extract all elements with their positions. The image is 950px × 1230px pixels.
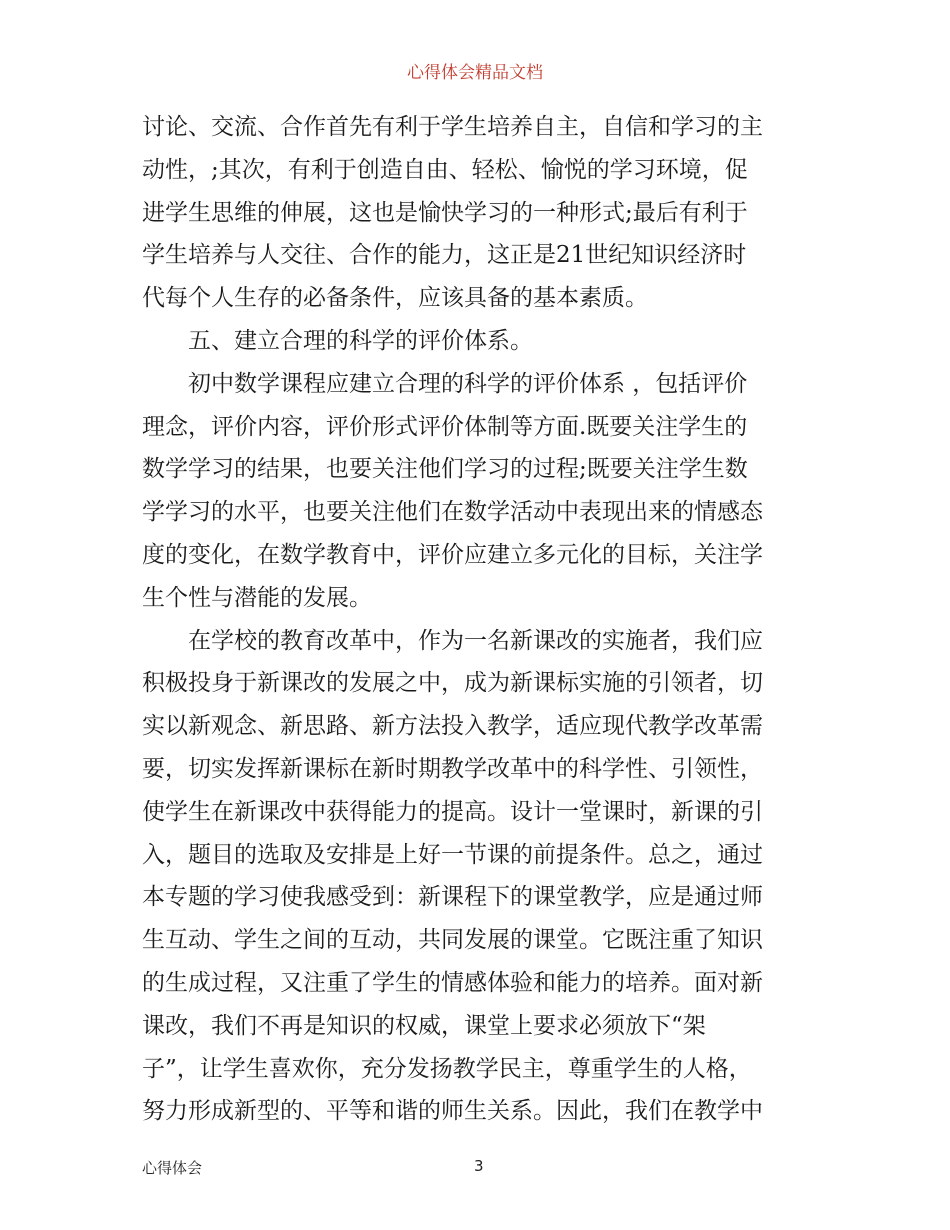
- text-line: 入，题目的选取及安排是上好一节课的前提条件。总之，通过: [142, 841, 763, 868]
- text-line: 实以新观念、新思路、新方法投入教学，适应现代教学改革需: [142, 713, 763, 740]
- text-line: 生个性与潜能的发展。: [142, 584, 372, 611]
- text-line: 生互动、学生之间的互动，共同发展的课堂。它既注重了知识: [142, 927, 763, 954]
- text-line: 学学习的水平，也要关注他们在数学活动中表现出来的情感态: [142, 499, 763, 526]
- page-number: 3: [474, 1157, 484, 1175]
- text-line: 的生成过程，又注重了学生的情感体验和能力的培养。面对新: [142, 969, 763, 996]
- text-line: 在学校的教育改革中，作为一名新课改的实施者，我们应: [188, 627, 763, 654]
- footer-label: 心得体会: [142, 1159, 203, 1177]
- text-line: 进学生思维的伸展，这也是愉快学习的一种形式;最后有利于: [142, 199, 748, 226]
- text-line: 学生培养与人交往、合作的能力，这正是21世纪知识经济时: [142, 242, 747, 269]
- text-line: 积极投身于新课改的发展之中，成为新课标实施的引领者，切: [142, 670, 763, 697]
- text-line: 课改，我们不再是知识的权威，课堂上要求必须放下“架: [142, 1012, 706, 1039]
- text-line: 子”，让学生喜欢你，充分发扬教学民主，尊重学生的人格，: [142, 1055, 752, 1082]
- document-body: [142, 106, 810, 1133]
- text-line: 努力形成新型的、平等和谐的师生关系。因此，我们在教学中: [142, 1098, 763, 1125]
- text-line: 初中数学课程应建立合理的科学的评价体系 ，包括评价: [188, 370, 748, 397]
- text-line: 理念，评价内容，评价形式评价体制等方面.既要关注学生的: [142, 413, 748, 440]
- text-line: 度的变化，在数学教育中，评价应建立多元化的目标，关注学: [142, 541, 763, 568]
- text-line: 数学学习的结果，也要关注他们学习的过程;既要关注学生数: [142, 456, 748, 483]
- text-line: 动性，;其次，有利于创造自由、轻松、愉悦的学习环境，促: [142, 156, 748, 183]
- text-line: 要，切实发挥新课标在新时期教学改革中的科学性、引领性，: [142, 755, 763, 782]
- text-line: 讨论、交流、合作首先有利于学生培养自主，自信和学习的主: [142, 114, 763, 140]
- text-line: 代每个人生存的必备条件，应该具备的基本素质。: [142, 285, 648, 312]
- text-line: 本专题的学习使我感受到：新课程下的课堂教学，应是通过师: [142, 884, 763, 911]
- page-header-title: 心得体会精品文档: [407, 63, 543, 83]
- text-line: 使学生在新课改中获得能力的提高。设计一堂课时，新课的引: [142, 798, 763, 825]
- section-heading: 五、建立合理的科学的评价体系。: [188, 327, 533, 354]
